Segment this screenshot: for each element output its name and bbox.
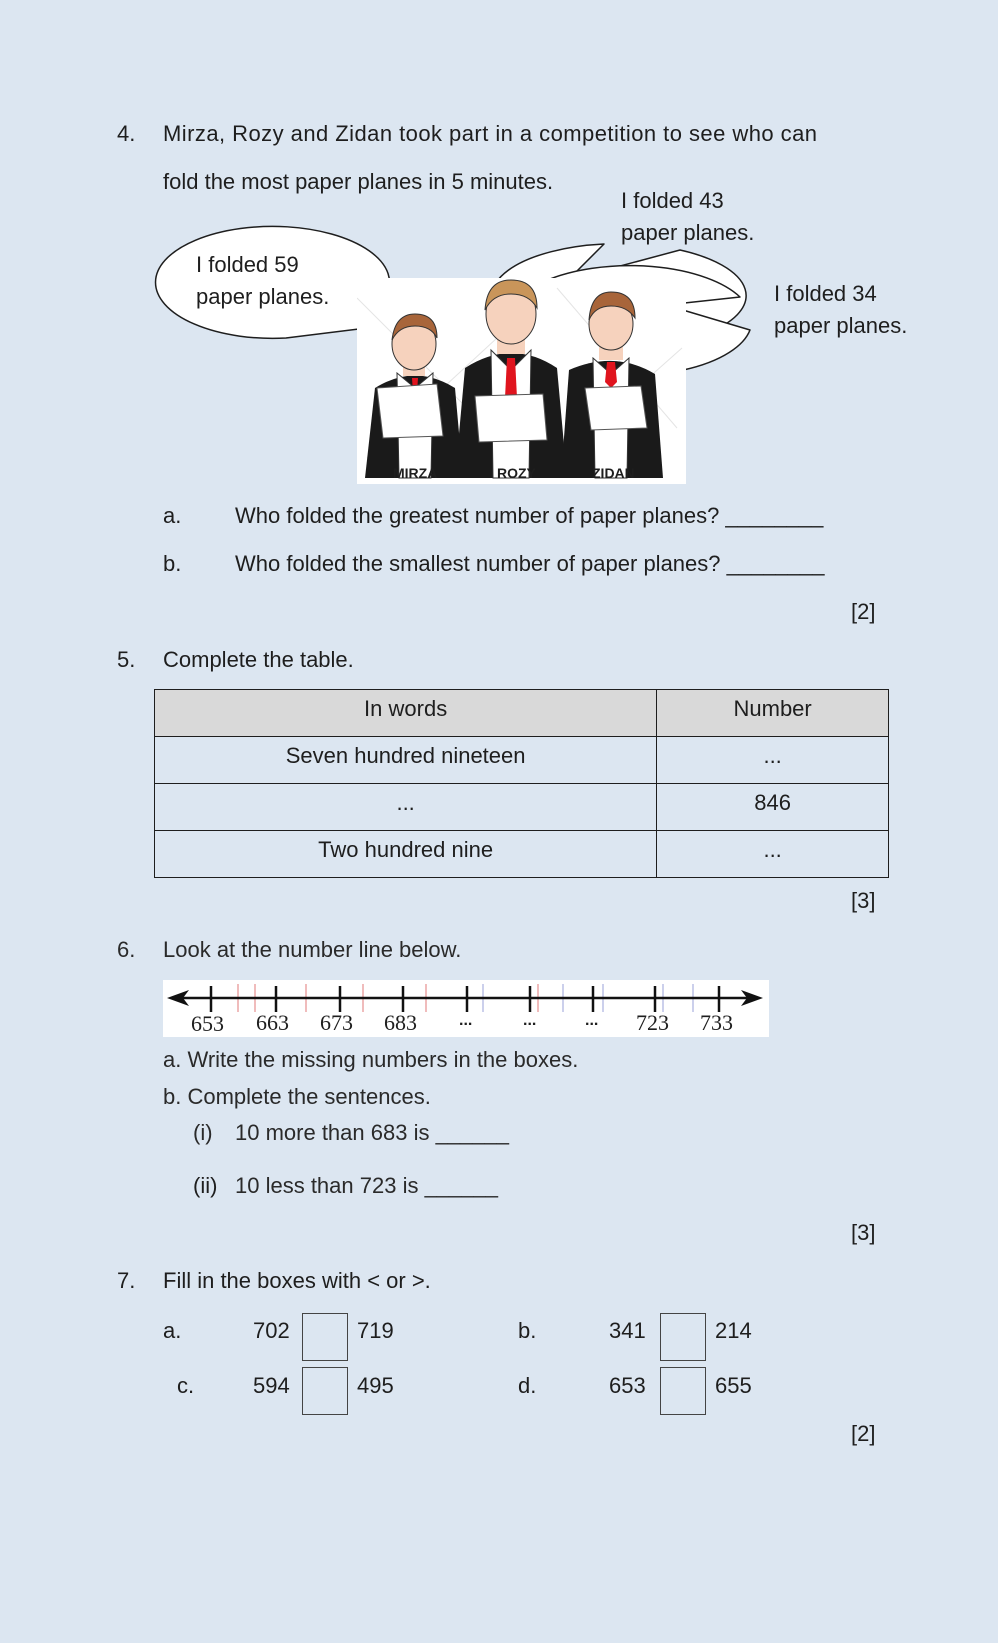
three-boys-illustration	[357, 278, 686, 484]
table-header-row	[155, 690, 889, 737]
rozy-name-label: ROZY	[497, 465, 536, 481]
q7-number: 7.	[117, 1268, 136, 1293]
words-numbers-table	[154, 689, 889, 878]
tick-label: 733	[700, 1010, 733, 1035]
q7-right-number: 655	[715, 1373, 752, 1398]
q7-right-number: 495	[357, 1373, 394, 1398]
q6a-text: a. Write the missing numbers in the boxes.	[163, 1047, 579, 1072]
rozy-bubble-line2: paper planes.	[621, 220, 755, 245]
q7-item-label: a.	[163, 1318, 182, 1343]
q4-marks: [2]	[851, 599, 876, 624]
cell-number-blank[interactable]: ...	[657, 737, 889, 784]
q7-left-number: 594	[253, 1373, 290, 1398]
q4a-label: a.	[163, 503, 182, 528]
number-line	[163, 980, 769, 1037]
q7-right-number: 214	[715, 1318, 752, 1343]
mirza-name-label: MIRZA	[393, 465, 438, 481]
compare-answer-box[interactable]	[660, 1313, 706, 1361]
tick-label-missing[interactable]: ...	[523, 1012, 537, 1029]
q4-text-line2: fold the most paper planes in 5 minutes.	[163, 169, 554, 194]
q5-marks: [3]	[851, 888, 876, 913]
q6-ii-text: 10 less than 723 is ______	[235, 1173, 498, 1198]
q5-number: 5.	[117, 647, 136, 672]
tick-label: 663	[256, 1010, 289, 1035]
q6-number: 6.	[117, 937, 136, 962]
table-row	[155, 737, 889, 784]
rozy-figure	[455, 280, 567, 478]
q6-marks: [3]	[851, 1220, 876, 1245]
tick-label-missing[interactable]: ...	[459, 1012, 473, 1029]
mirza-bubble-line1: I folded 59	[196, 252, 299, 277]
q6-i-text: 10 more than 683 is ______	[235, 1120, 509, 1145]
zidan-name-label: ZIDAN	[592, 465, 635, 481]
header-in-words: In words	[155, 690, 657, 737]
q6-i-label: (i)	[193, 1120, 213, 1145]
boys-drawing	[357, 278, 686, 484]
table-row	[155, 784, 889, 831]
compare-answer-box[interactable]	[302, 1313, 348, 1361]
q7-text: Fill in the boxes with < or >.	[163, 1268, 431, 1293]
tick-label: 683	[384, 1010, 417, 1035]
table-row	[155, 831, 889, 878]
q7-right-number: 719	[357, 1318, 394, 1343]
cell-number-blank[interactable]: ...	[657, 831, 889, 878]
zidan-figure	[561, 292, 663, 478]
rozy-bubble-line1: I folded 43	[621, 188, 724, 213]
tick-label: 653	[191, 1011, 224, 1036]
zidan-bubble-line1: I folded 34	[774, 281, 877, 306]
cell-number: 846	[657, 784, 889, 831]
q7-item-label: d.	[518, 1373, 537, 1398]
cell-words: Seven hundred nineteen	[155, 737, 657, 784]
q6-text: Look at the number line below.	[163, 937, 462, 962]
mirza-bubble-line2: paper planes.	[196, 284, 330, 309]
compare-answer-box[interactable]	[302, 1367, 348, 1415]
q4b-label: b.	[163, 551, 182, 576]
tick-label: 673	[320, 1010, 353, 1035]
compare-answer-box[interactable]	[660, 1367, 706, 1415]
q7-marks: [2]	[851, 1421, 876, 1446]
q7-item-label: c.	[177, 1373, 195, 1398]
tick-label-missing[interactable]: ...	[585, 1012, 599, 1029]
q7-item-label: b.	[518, 1318, 537, 1343]
header-number: Number	[657, 690, 889, 737]
q4-number: 4.	[117, 121, 136, 146]
zidan-bubble-line2: paper planes.	[774, 313, 908, 338]
mirza-figure	[365, 314, 463, 478]
cell-words: Two hundred nine	[155, 831, 657, 878]
q6b-text: b. Complete the sentences.	[163, 1084, 431, 1109]
q7-left-number: 341	[609, 1318, 646, 1343]
q4a-text: Who folded the greatest number of paper planes? ________	[235, 503, 824, 528]
tick-label: 723	[636, 1010, 669, 1035]
q4-text-line1: Mirza, Rozy and Zidan took part in a competition to see who can	[163, 121, 818, 146]
q7-left-number: 653	[609, 1373, 646, 1398]
q5-text: Complete the table.	[163, 647, 354, 672]
q6-ii-label: (ii)	[193, 1173, 218, 1198]
q4b-text: Who folded the smallest number of paper planes? ________	[235, 551, 825, 576]
q7-left-number: 702	[253, 1318, 290, 1343]
cell-words-blank[interactable]: ...	[155, 784, 657, 831]
